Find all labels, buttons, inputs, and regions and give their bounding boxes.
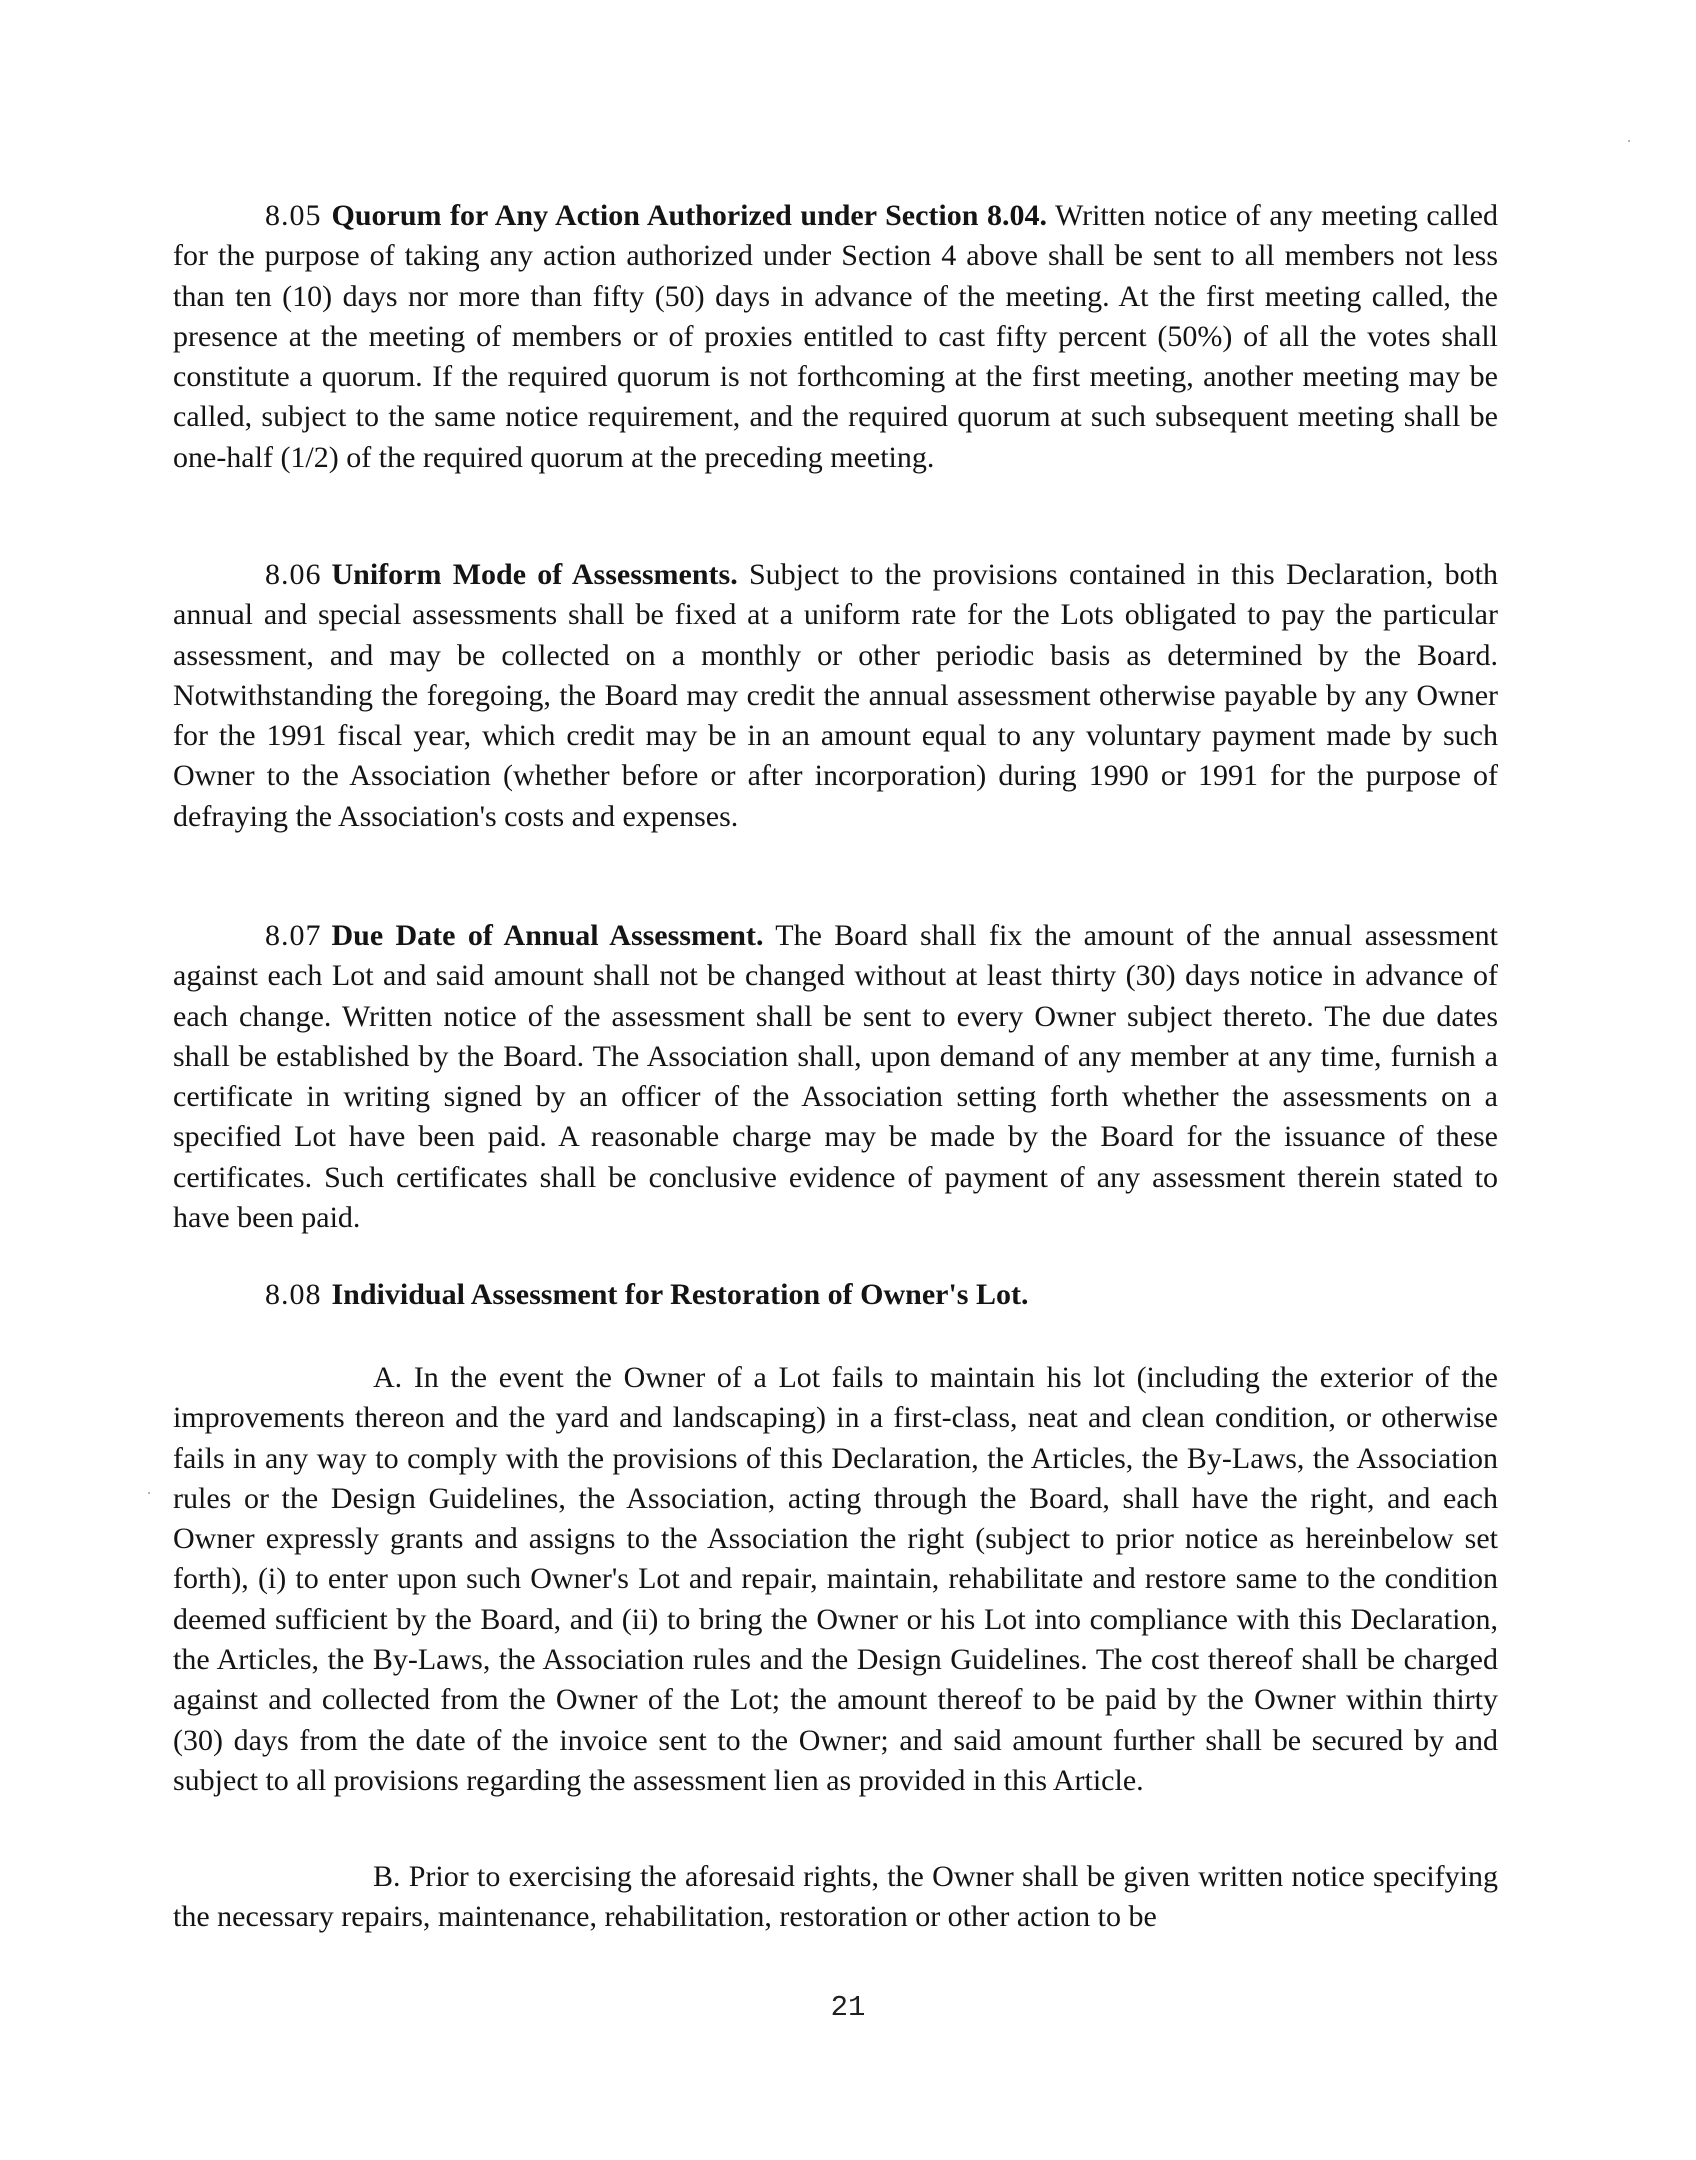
section-title: Quorum for Any Action Authorized under Section 8.04. (331, 199, 1047, 232)
scan-speck (1628, 140, 1630, 142)
section-number: 8.08 (265, 1278, 322, 1311)
section-number: 8.07 (265, 919, 322, 952)
section-8-07 (173, 916, 1498, 1238)
section-title: Due Date of Annual Assessment. (331, 919, 764, 952)
subparagraph-a (173, 1358, 1498, 1801)
section-title: Individual Assessment for Restoration of Owner's Lot. (331, 1278, 1029, 1311)
subparagraph-text: Prior to exercising the aforesaid rights, the Owner shall be given written notice specifying the necessary repairs, maintenance, rehabilitation, restoration or other action to be (173, 1860, 1498, 1934)
section-number: 8.06 (265, 558, 322, 591)
section-8-05 (173, 196, 1498, 478)
scan-speck (148, 1492, 150, 1494)
section-body: Subject to the provisions contained in this Declaration, both annual and special assessments shall be fixed at a uniform rate for the Lots obligated to pay the particular assessment, and may be collected on a monthly or other periodic basis as determined by the Board. Notwithstanding the foregoing, the Board may credit the annual assessment otherwise payable by any Owner for the 1991 fiscal year, which credit may be in an amount equal to any voluntary payment made by such Owner to the Association (whether before or after incorporation) during 1990 or 1991 for the purpose of defraying the Association's costs and expenses. (173, 558, 1498, 833)
section-title: Uniform Mode of Assessments. (331, 558, 738, 591)
page-number: 21 (830, 1991, 866, 2024)
section-8-08 (173, 1275, 1498, 1315)
section-body: The Board shall fix the amount of the annual assessment against each Lot and said amount shall not be changed without at least thirty (30) days notice in advance of each change. Written notice of the assessment shall be sent to every Owner subject thereto. The due dates shall be established by the Board. The Association shall, upon demand of any member at any time, furnish a certificate in writing signed by an officer of the Association setting forth whether the assessments on a specified Lot have been paid. A reasonable charge may be made by the Board for the issuance of these certificates. Such certificates shall be conclusive evidence of payment of any assessment therein stated to have been paid. (173, 919, 1499, 1235)
section-8-06 (173, 555, 1498, 837)
subparagraph-label: B. (373, 1860, 401, 1893)
section-body: Written notice of any meeting called for the purpose of taking any action authorized under Section 4 above shall be sent to all members not less than ten (10) days nor more than fifty (50) days in advance of the meeting. At the first meeting called, the presence at the meeting of members or of proxies entitled to cast fifty percent (50%) of all the votes shall constitute a quorum. If the required quorum is not forthcoming at the first meeting, another meeting may be called, subject to the same notice requirement, and the required quorum at such subsequent meeting shall be one-half (1/2) of the required quorum at the preceding meeting. (173, 199, 1498, 474)
section-number: 8.05 (265, 199, 322, 232)
subparagraph-label: A. (373, 1361, 403, 1394)
subparagraph-text: In the event the Owner of a Lot fails to maintain his lot (including the exterior of the improvements thereon and the yard and landscaping) in a first-class, neat and clean condition, or otherwise fails in any way to comply with the provisions of this Declaration, the Articles, the By-Laws, the Association rules or the Design Guidelines, the Association, acting through the Board, shall have the right, and each Owner expressly grants and assigns to the Association the right (subject to prior notice as hereinbelow set forth), (i) to enter upon such Owner's Lot and repair, maintain, rehabilitate and restore same to the condition deemed sufficient by the Board, and (ii) to bring the Owner or his Lot into compliance with this Declaration, the Articles, the By-Laws, the Association rules and the Design Guidelines. The cost thereof shall be charged against and collected from the Owner of the Lot; the amount thereof to be paid by the Owner within thirty (30) days from the date of the invoice sent to the Owner; and said amount further shall be secured by and subject to all provisions regarding the assessment lien as provided in this Article. (173, 1361, 1498, 1797)
subparagraph-b (173, 1857, 1498, 1938)
